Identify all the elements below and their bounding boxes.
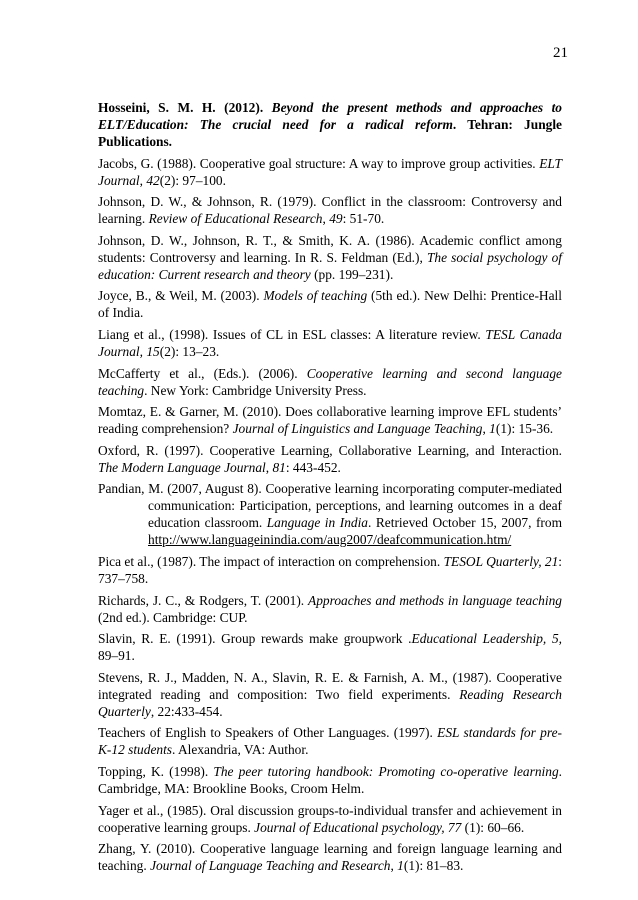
reference-text: Yager et al., (1985). Oral discussion groups-to-individual transfer and achievement in cooperative learning groups. bbox=[98, 802, 562, 835]
reference-text: Teachers of English to Speakers of Other Languages. (1997). bbox=[98, 725, 438, 741]
reference-text: , 22:433-454. bbox=[150, 703, 223, 719]
reference-text: (2): 13–23. bbox=[159, 343, 220, 359]
reference-italic-text: 1 bbox=[397, 858, 404, 874]
reference-entry bbox=[98, 669, 562, 720]
reference-text: Momtaz, E. & Garner, M. (2010). Does collaborative learning improve EFL students’ reading comprehension? bbox=[98, 404, 562, 437]
reference-entry bbox=[98, 840, 562, 874]
reference-text: , bbox=[390, 858, 398, 874]
reference-text: (2): 97–100. bbox=[159, 172, 226, 188]
reference-text: Richards, J. C., & Rodgers, T. (2001). bbox=[98, 592, 309, 608]
reference-text: Liang et al., (1998). Issues of CL in ESL classes: A literature review. bbox=[98, 326, 486, 342]
reference-text: 89–91. bbox=[98, 648, 135, 664]
reference-text: (pp. 199–231). bbox=[310, 266, 394, 282]
reference-entry bbox=[98, 193, 562, 227]
reference-italic-text: Models of teaching bbox=[263, 288, 368, 304]
reference-entry bbox=[98, 763, 562, 797]
reference-text: : 443-452. bbox=[285, 459, 341, 475]
reference-text: . Alexandria, VA: Author. bbox=[172, 742, 309, 758]
reference-italic-text: The peer tutoring handbook: Promoting co-operative learning bbox=[213, 763, 559, 779]
reference-entry bbox=[98, 802, 562, 836]
reference-text: Pica et al., (1987). The impact of interaction on comprehension. bbox=[98, 553, 444, 569]
reference-text: (1): 81–83. bbox=[403, 858, 464, 874]
reference-italic-text: TESOL Quarterly, 21 bbox=[443, 553, 559, 569]
reference-text: , bbox=[139, 172, 147, 188]
reference-text: Hosseini, S. M. H. (2012). bbox=[98, 100, 272, 115]
reference-text: Oxford, R. (1997). Cooperative Learning, Collaborative Learning, and Interaction. bbox=[98, 442, 562, 458]
reference-italic-text: Language in India bbox=[266, 515, 369, 531]
reference-entry bbox=[98, 724, 562, 758]
reference-italic-text: Educational Leadership, 5, bbox=[411, 631, 562, 647]
reference-italic-text: The Modern Language Journal bbox=[98, 459, 266, 475]
reference-italic-text: Journal of Linguistics and Language Teaching bbox=[232, 421, 483, 437]
reference-text: McCafferty et al., (Eds.). (2006). bbox=[98, 365, 307, 381]
reference-italic-text: Approaches and methods in language teaching bbox=[308, 592, 562, 608]
reference-text: . Cambridge, MA: Brookline Books, Croom Helm. bbox=[98, 763, 562, 796]
reference-italic-text: TESL Canada Journal, 15 bbox=[98, 326, 562, 359]
reference-text: Topping, K. (1998). bbox=[98, 763, 214, 779]
reference-italic-text: 81 bbox=[272, 459, 286, 475]
reference-text: Joyce, B., & Weil, M. (2003). bbox=[98, 288, 264, 304]
reference-text: : 51-70. bbox=[342, 211, 385, 227]
reference-text: (1): 15-36. bbox=[495, 421, 554, 437]
reference-italic-text: 1 bbox=[489, 421, 496, 437]
reference-text: . New York: Cambridge University Press. bbox=[144, 382, 367, 398]
reference-text: Stevens, R. J., Madden, N. A., Slavin, R. E. & Farnish, A. M., (1987). Cooperative integrated reading and composition: Two field experiments. bbox=[98, 669, 562, 702]
reference-entry bbox=[98, 480, 562, 548]
reference-entry bbox=[98, 287, 562, 321]
reference-italic-text: The social psychology of education: Current research and theory bbox=[98, 249, 562, 282]
reference-italic-text: Journal of Educational psychology, 77 bbox=[254, 819, 462, 835]
reference-text: . Retrieved October 15, 2007, from bbox=[368, 515, 563, 531]
reference-text: (1): 60–66. bbox=[461, 819, 525, 835]
reference-italic-text: Reading Research Quarterly bbox=[98, 686, 562, 719]
reference-text: Pandian, M. (2007, August 8). Cooperative learning incorporating computer-mediated communication: Participation, perceptions, and learning outcomes in a deaf education classroom. bbox=[98, 481, 562, 531]
reference-link[interactable]: http://www.languageinindia.com/aug2007/deafcommunication.htm/ bbox=[148, 532, 512, 548]
reference-italic-text: 42 bbox=[146, 172, 160, 188]
reference-text: Jacobs, G. (1988). Cooperative goal structure: A way to improve group activities. bbox=[98, 155, 540, 171]
reference-entry bbox=[98, 592, 562, 626]
reference-text: , bbox=[482, 421, 490, 437]
reference-text: (5th ed.). New Delhi: Prentice-Hall of India. bbox=[98, 288, 562, 321]
reference-text: Johnson, D. W., & Johnson, R. (1979). Conflict in the classroom: Controversy and learning. bbox=[98, 194, 562, 227]
reference-italic-text: ELT Journal bbox=[98, 155, 562, 188]
reference-entry bbox=[98, 630, 562, 664]
reference-text: Johnson, D. W., Johnson, R. T., & Smith, K. A. (1986). Academic conflict among students: Controversy and learning. In R. S. Feldman (Ed.), bbox=[98, 232, 562, 265]
reference-entry bbox=[98, 442, 562, 476]
reference-entry bbox=[98, 365, 562, 399]
reference-italic-text: Review of Educational Research bbox=[148, 211, 323, 227]
reference-italic-text: Journal of Language Teaching and Research bbox=[150, 858, 391, 874]
reference-entry bbox=[98, 155, 562, 189]
reference-entry bbox=[98, 99, 562, 150]
reference-list bbox=[98, 99, 562, 879]
reference-text: , bbox=[322, 211, 330, 227]
reference-italic-text: Cooperative learning and second language teaching bbox=[98, 365, 562, 398]
page-number: 21 bbox=[553, 45, 568, 61]
reference-text: (2nd ed.). Cambridge: CUP. bbox=[98, 609, 248, 625]
reference-italic-text: ESL standards for pre-K-12 students bbox=[98, 725, 562, 758]
reference-entry bbox=[98, 553, 562, 587]
reference-entry bbox=[98, 326, 562, 360]
reference-entry bbox=[98, 403, 562, 437]
reference-italic-text: 49 bbox=[329, 211, 343, 227]
reference-text: : 737–758. bbox=[98, 553, 563, 586]
reference-text: . Tehran: Jungle Publications. bbox=[98, 117, 563, 149]
reference-text: , bbox=[265, 459, 273, 475]
reference-entry bbox=[98, 232, 562, 283]
reference-text: Zhang, Y. (2010). Cooperative language learning and foreign language learning and teaching. bbox=[98, 841, 562, 874]
reference-text: Slavin, R. E. (1991). Group rewards make groupwork . bbox=[98, 631, 412, 647]
reference-italic-text: Beyond the present methods and approaches to ELT/Education: The crucial need for a radical reform bbox=[98, 100, 562, 132]
